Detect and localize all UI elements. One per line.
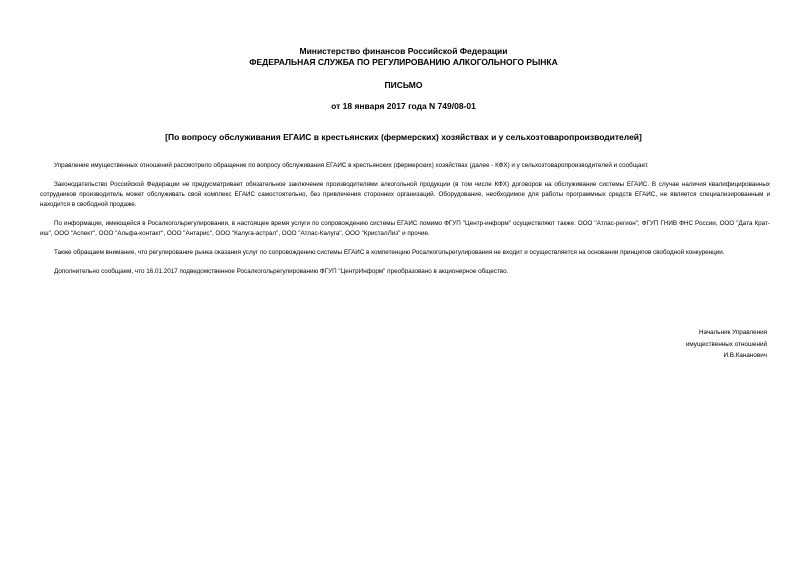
service-name: ФЕДЕРАЛЬНАЯ СЛУЖБА ПО РЕГУЛИРОВАНИЮ АЛКОГОЛЬНОГО РЫНКА bbox=[249, 57, 558, 67]
paragraph: Законодательство Российской Федерации не предусматривает обязательное заключение производителями алкогольной продукции (в том числе КФХ) договоров на обслуживание системы ЕГАИС. В случае наличия квалифицированных сотрудников производитель может обслуживать свой комплекс ЕГАИС самостоятельно, без привлечения сторонних организаций. Оборудование, необходимое для работы программных средств ЕГАИС, не является специализированным и находится в свободной продаже. bbox=[40, 181, 770, 208]
document-body bbox=[40, 161, 770, 286]
document-header bbox=[0, 46, 807, 68]
document-date: от 18 января 2017 года N 749/08-01 bbox=[331, 101, 476, 111]
document-type: ПИСЬМО bbox=[384, 80, 423, 90]
paragraph: Управление имущественных отношений рассмотрело обращение по вопросу обслуживания ЕГАИС в крестьянских (фермерских) хозяйствах (далее - КФХ) и у сельхозтоваропроизводителей и сообщает. bbox=[54, 162, 649, 169]
paragraph: Также обращаем внимание, что регулирование рынка оказания услуг по сопровождению системы ЕГАИС в компетенцию Росалкогольрегулирования не входит и осуществляется на основании принципов свободной конкуренции. bbox=[54, 249, 725, 256]
document-subject: [По вопросу обслуживания ЕГАИС в крестьянских (фермерских) хозяйствах и у сельхозтоваропроизводителей] bbox=[165, 132, 642, 142]
signature-title-line1: Начальник Управления bbox=[698, 329, 767, 336]
signatory-name: И.В.Кананович bbox=[723, 352, 767, 359]
paragraph: По информации, имеющейся в Росалкогольрегулировании, в настоящее время услуги по сопровождению системы ЕГАИС помимо ФГУП "Центр-информ" осуществляют также: ООО "Атлас-регион", ФГУП ГНИВ ФНС России, ООО "Дата Крат-иш", ООО "Аспект", ООО "Альфа-контакт", ООО "Антарис", ООО "Калуга-астрал", ООО "Атлас-Калуга", ООО "КристалЛиз" и прочие. bbox=[40, 220, 770, 237]
signature-title-line2: имущественных отношений bbox=[685, 340, 767, 348]
signature-block bbox=[686, 327, 767, 362]
paragraph: Дополнительно сообщаем, что 16.01.2017 подведомственное Росалкогольрегулированию ФГУП "ЦентрИнформ" преобразовано в акционерное общество. bbox=[54, 268, 509, 275]
ministry-name: Министерство финансов Российской Федерации bbox=[299, 46, 508, 56]
